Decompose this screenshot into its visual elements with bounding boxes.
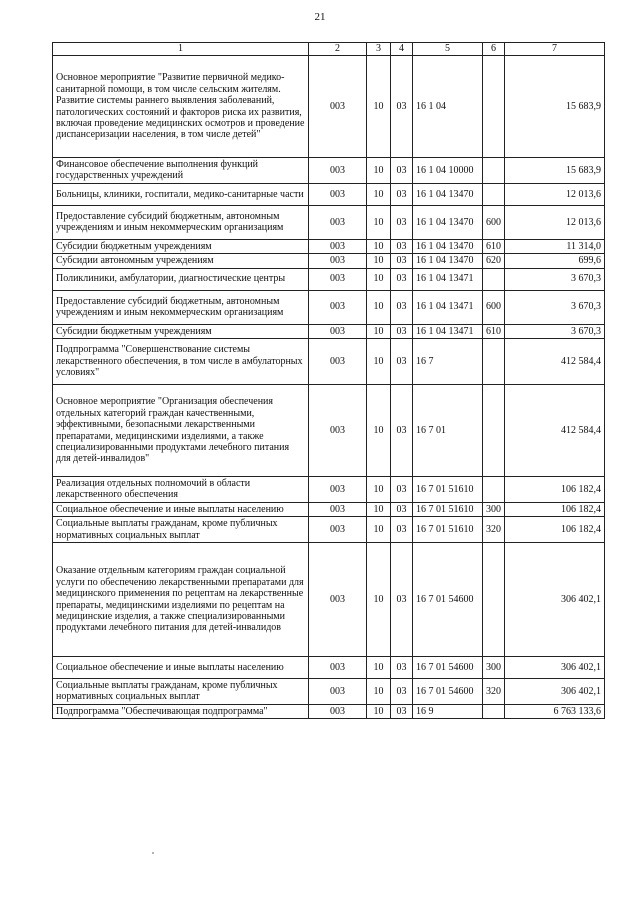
cell-admin-code: 003 bbox=[309, 517, 367, 543]
cell-subsection: 03 bbox=[391, 543, 413, 657]
cell-expense-type bbox=[483, 158, 505, 184]
cell-name: Социальное обеспечение и иные выплаты населению bbox=[53, 502, 309, 516]
cell-section: 10 bbox=[367, 502, 391, 516]
cell-name: Субсидии автономным учреждениям bbox=[53, 254, 309, 268]
cell-name: Подпрограмма "Совершенствование системы лекарственного обеспечения, в том числе в амбулаторных условиях" bbox=[53, 339, 309, 385]
cell-section: 10 bbox=[367, 517, 391, 543]
cell-amount: 3 670,3 bbox=[505, 268, 605, 290]
cell-expense-type bbox=[483, 183, 505, 205]
cell-target-article: 16 7 01 54600 bbox=[413, 543, 483, 657]
column-header-subsection: 4 bbox=[391, 43, 413, 56]
table-row bbox=[53, 517, 605, 543]
cell-admin-code: 003 bbox=[309, 183, 367, 205]
cell-section: 10 bbox=[367, 290, 391, 324]
table-row bbox=[53, 477, 605, 503]
cell-name: Социальные выплаты гражданам, кроме публичных нормативных социальных выплат bbox=[53, 517, 309, 543]
cell-target-article: 16 1 04 13471 bbox=[413, 268, 483, 290]
cell-expense-type: 620 bbox=[483, 254, 505, 268]
cell-target-article: 16 1 04 13470 bbox=[413, 254, 483, 268]
cell-section: 10 bbox=[367, 385, 391, 477]
cell-name: Оказание отдельным категориям граждан социальной услуги по обеспечению лекарственными препаратами для медицинского применения по рецептам на лекарственные препараты, медицинскими изделиями по рецептам на медицинские изделия, а также специализированными продуктами лечебного питания для детей-инвалидов bbox=[53, 543, 309, 657]
table-row bbox=[53, 183, 605, 205]
cell-target-article: 16 1 04 13470 bbox=[413, 183, 483, 205]
cell-target-article: 16 9 bbox=[413, 704, 483, 718]
cell-admin-code: 003 bbox=[309, 385, 367, 477]
table-header-row bbox=[53, 43, 605, 56]
cell-expense-type bbox=[483, 543, 505, 657]
cell-expense-type: 300 bbox=[483, 657, 505, 679]
cell-section: 10 bbox=[367, 339, 391, 385]
table-row bbox=[53, 543, 605, 657]
cell-subsection: 03 bbox=[391, 290, 413, 324]
cell-amount: 306 402,1 bbox=[505, 679, 605, 705]
table-row bbox=[53, 679, 605, 705]
column-header-amount: 7 bbox=[505, 43, 605, 56]
cell-admin-code: 003 bbox=[309, 158, 367, 184]
cell-expense-type: 320 bbox=[483, 679, 505, 705]
cell-target-article: 16 1 04 13471 bbox=[413, 290, 483, 324]
cell-admin-code: 003 bbox=[309, 477, 367, 503]
cell-subsection: 03 bbox=[391, 158, 413, 184]
cell-name: Реализация отдельных полномочий в области лекарственного обеспечения bbox=[53, 477, 309, 503]
cell-target-article: 16 1 04 bbox=[413, 56, 483, 158]
table-row bbox=[53, 158, 605, 184]
cell-target-article: 16 7 01 51610 bbox=[413, 477, 483, 503]
column-header-name: 1 bbox=[53, 43, 309, 56]
table-row bbox=[53, 205, 605, 239]
cell-target-article: 16 7 01 54600 bbox=[413, 657, 483, 679]
cell-name: Субсидии бюджетным учреждениям bbox=[53, 324, 309, 338]
cell-target-article: 16 1 04 10000 bbox=[413, 158, 483, 184]
cell-name: Предоставление субсидий бюджетным, автономным учреждениям и иным некоммерческим организациям bbox=[53, 290, 309, 324]
cell-section: 10 bbox=[367, 183, 391, 205]
page-number: 21 bbox=[314, 11, 326, 23]
table-body bbox=[53, 56, 605, 719]
cell-target-article: 16 7 bbox=[413, 339, 483, 385]
cell-section: 10 bbox=[367, 268, 391, 290]
cell-section: 10 bbox=[367, 56, 391, 158]
cell-subsection: 03 bbox=[391, 324, 413, 338]
cell-amount: 3 670,3 bbox=[505, 324, 605, 338]
cell-target-article: 16 7 01 bbox=[413, 385, 483, 477]
table-row bbox=[53, 324, 605, 338]
cell-admin-code: 003 bbox=[309, 239, 367, 253]
cell-subsection: 03 bbox=[391, 205, 413, 239]
cell-subsection: 03 bbox=[391, 339, 413, 385]
cell-amount: 306 402,1 bbox=[505, 657, 605, 679]
cell-name: Больницы, клиники, госпитали, медико-санитарные части bbox=[53, 183, 309, 205]
cell-amount: 15 683,9 bbox=[505, 56, 605, 158]
cell-name: Социальное обеспечение и иные выплаты населению bbox=[53, 657, 309, 679]
cell-admin-code: 003 bbox=[309, 543, 367, 657]
cell-section: 10 bbox=[367, 657, 391, 679]
column-header-section: 3 bbox=[367, 43, 391, 56]
table-row bbox=[53, 254, 605, 268]
cell-admin-code: 003 bbox=[309, 679, 367, 705]
cell-admin-code: 003 bbox=[309, 268, 367, 290]
cell-name: Социальные выплаты гражданам, кроме публичных нормативных социальных выплат bbox=[53, 679, 309, 705]
cell-section: 10 bbox=[367, 477, 391, 503]
cell-admin-code: 003 bbox=[309, 290, 367, 324]
cell-target-article: 16 7 01 51610 bbox=[413, 517, 483, 543]
cell-subsection: 03 bbox=[391, 657, 413, 679]
cell-name: Финансовое обеспечение выполнения функций государственных учреждений bbox=[53, 158, 309, 184]
table-row bbox=[53, 385, 605, 477]
table-row bbox=[53, 502, 605, 516]
table-row bbox=[53, 704, 605, 718]
cell-section: 10 bbox=[367, 704, 391, 718]
cell-expense-type bbox=[483, 477, 505, 503]
cell-name: Субсидии бюджетным учреждениям bbox=[53, 239, 309, 253]
scan-speck bbox=[152, 852, 154, 854]
cell-name: Основное мероприятие "Организация обеспечения отдельных категорий граждан качественными, эффективными, безопасными лекарственными препаратами, медицинскими изделиями, а также специализированными продуктами лечебного питания для детей-инвалидов" bbox=[53, 385, 309, 477]
table-row bbox=[53, 268, 605, 290]
cell-expense-type bbox=[483, 704, 505, 718]
column-header-admin: 2 bbox=[309, 43, 367, 56]
cell-name: Основное мероприятие "Развитие первичной медико-санитарной помощи, в том числе сельским жителям. Развитие системы раннего выявления заболеваний, патологических состояний и факторов риска их развития, включая проведение медицинских осмотров и проведение диспансеризации населения, в том числе детей" bbox=[53, 56, 309, 158]
cell-subsection: 03 bbox=[391, 679, 413, 705]
cell-amount: 12 013,6 bbox=[505, 205, 605, 239]
cell-amount: 6 763 133,6 bbox=[505, 704, 605, 718]
cell-amount: 12 013,6 bbox=[505, 183, 605, 205]
cell-expense-type: 610 bbox=[483, 324, 505, 338]
cell-name: Предоставление субсидий бюджетным, автономным учреждениям и иным некоммерческим организациям bbox=[53, 205, 309, 239]
cell-section: 10 bbox=[367, 205, 391, 239]
cell-amount: 106 182,4 bbox=[505, 477, 605, 503]
cell-amount: 106 182,4 bbox=[505, 502, 605, 516]
cell-target-article: 16 7 01 54600 bbox=[413, 679, 483, 705]
cell-target-article: 16 1 04 13470 bbox=[413, 205, 483, 239]
cell-section: 10 bbox=[367, 239, 391, 253]
cell-section: 10 bbox=[367, 679, 391, 705]
table-row bbox=[53, 657, 605, 679]
cell-amount: 412 584,4 bbox=[505, 339, 605, 385]
cell-amount: 3 670,3 bbox=[505, 290, 605, 324]
column-header-target: 5 bbox=[413, 43, 483, 56]
cell-admin-code: 003 bbox=[309, 502, 367, 516]
cell-subsection: 03 bbox=[391, 385, 413, 477]
cell-admin-code: 003 bbox=[309, 254, 367, 268]
cell-section: 10 bbox=[367, 324, 391, 338]
cell-admin-code: 003 bbox=[309, 657, 367, 679]
cell-subsection: 03 bbox=[391, 254, 413, 268]
table-row bbox=[53, 339, 605, 385]
cell-admin-code: 003 bbox=[309, 56, 367, 158]
cell-subsection: 03 bbox=[391, 183, 413, 205]
cell-expense-type bbox=[483, 339, 505, 385]
cell-expense-type: 300 bbox=[483, 502, 505, 516]
cell-admin-code: 003 bbox=[309, 704, 367, 718]
cell-admin-code: 003 bbox=[309, 205, 367, 239]
table-row bbox=[53, 239, 605, 253]
cell-subsection: 03 bbox=[391, 268, 413, 290]
cell-subsection: 03 bbox=[391, 56, 413, 158]
cell-admin-code: 003 bbox=[309, 324, 367, 338]
cell-amount: 11 314,0 bbox=[505, 239, 605, 253]
cell-section: 10 bbox=[367, 543, 391, 657]
cell-amount: 106 182,4 bbox=[505, 517, 605, 543]
cell-expense-type: 600 bbox=[483, 205, 505, 239]
cell-subsection: 03 bbox=[391, 239, 413, 253]
budget-table bbox=[52, 42, 605, 719]
cell-subsection: 03 bbox=[391, 517, 413, 543]
cell-expense-type: 610 bbox=[483, 239, 505, 253]
cell-expense-type: 320 bbox=[483, 517, 505, 543]
cell-admin-code: 003 bbox=[309, 339, 367, 385]
cell-target-article: 16 1 04 13471 bbox=[413, 324, 483, 338]
cell-amount: 412 584,4 bbox=[505, 385, 605, 477]
cell-subsection: 03 bbox=[391, 477, 413, 503]
table-row bbox=[53, 290, 605, 324]
cell-expense-type bbox=[483, 385, 505, 477]
cell-subsection: 03 bbox=[391, 704, 413, 718]
cell-amount: 15 683,9 bbox=[505, 158, 605, 184]
cell-name: Подпрограмма "Обеспечивающая подпрограмма" bbox=[53, 704, 309, 718]
cell-amount: 699,6 bbox=[505, 254, 605, 268]
cell-amount: 306 402,1 bbox=[505, 543, 605, 657]
cell-subsection: 03 bbox=[391, 502, 413, 516]
cell-expense-type bbox=[483, 268, 505, 290]
cell-target-article: 16 1 04 13470 bbox=[413, 239, 483, 253]
cell-section: 10 bbox=[367, 158, 391, 184]
cell-expense-type: 600 bbox=[483, 290, 505, 324]
column-header-type: 6 bbox=[483, 43, 505, 56]
cell-expense-type bbox=[483, 56, 505, 158]
cell-name: Поликлиники, амбулатории, диагностические центры bbox=[53, 268, 309, 290]
table-row bbox=[53, 56, 605, 158]
cell-section: 10 bbox=[367, 254, 391, 268]
cell-target-article: 16 7 01 51610 bbox=[413, 502, 483, 516]
